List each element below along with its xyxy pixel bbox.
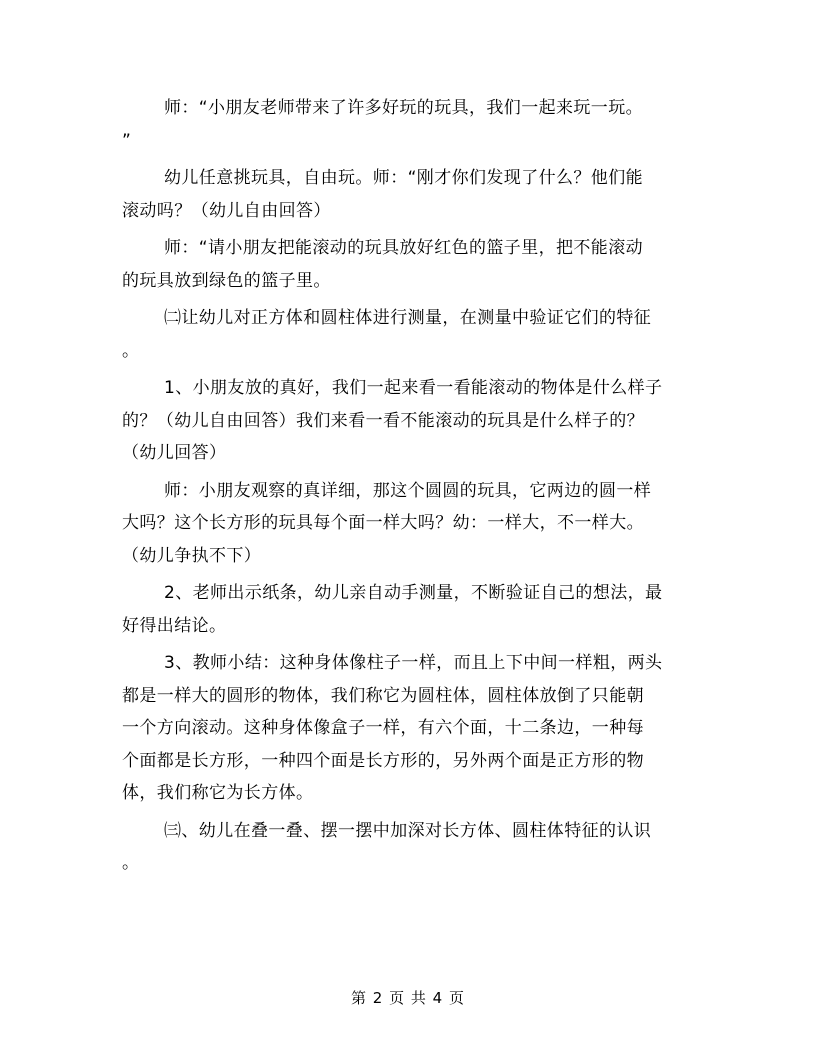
paragraph-line: 。 [122,340,140,361]
paragraph-line: 的玩具放到绿色的篮子里。 [122,270,331,291]
paragraph-line: 一个方向滚动。这种身体像盒子一样，有六个面，十二条边，一种每 [122,718,644,738]
page-number-text: 第 2 页 共 4 页 [351,989,465,1007]
paragraph [122,372,694,470]
paragraph-line: 3、教师小结：这种身体像柱子一样，而且上下中间一样粗，两头 [164,653,663,673]
paragraph-line: ㈢、幼儿在叠一叠、摆一摆中加深对长方体、圆柱体特征的认识 [164,820,652,841]
paragraph-line: 个面都是长方形，一种四个面是长方形的，另外两个面是正方形的物 [122,750,644,771]
paragraph [122,815,694,880]
paragraph-line: （幼儿争执不下） [122,545,262,566]
paragraph [122,92,694,157]
paragraph-line: 师：“请小朋友把能滚动的玩具放好红色的篮子里，把不能滚动 [164,238,644,258]
paragraph [122,232,694,297]
paragraph-line: 1、小朋友放的真好，我们一起来看一看能滚动的物体是什么样子 [164,378,663,398]
paragraph [122,162,694,227]
paragraph-line: 的？（幼儿自由回答）我们来看一看不能滚动的玩具是什么样子的？ [122,410,644,431]
paragraph-line: 体，我们称它为长方体。 [122,783,314,803]
paragraph-line: 都是一样大的圆形的物体，我们称它为圆柱体，圆柱体放倒了只能朝 [122,685,644,706]
paragraph-line: 2、老师出示纸条，幼儿亲自动手测量，不断验证自己的想法，最 [164,583,663,603]
paragraph-line: 。 [122,853,140,873]
paragraph [122,475,694,573]
paragraph-line: 大吗？这个长方形的玩具每个面一样大吗？幼：一样大，不一样大。 [122,513,644,533]
document-body [122,92,694,885]
paragraph-line: 师：“小朋友老师带来了许多好玩的玩具，我们一起来玩一玩。 [164,98,644,118]
paragraph-line: 师：小朋友观察的真详细，那这个圆圆的玩具，它两边的圆一样 [164,480,652,501]
paragraph-line: （幼儿回答） [122,443,227,463]
paragraph-line: ” [122,130,132,151]
paragraph-line: 滚动吗？（幼儿自由回答） [122,200,331,221]
paragraph [122,647,694,810]
paragraph [122,302,694,367]
paragraph [122,577,694,642]
paragraph-line: 好得出结论。 [122,615,227,636]
paragraph-line: 幼儿任意挑玩具，自由玩。师：“刚才你们发现了什么？他们能 [164,168,644,188]
page-footer [0,987,816,1008]
paragraph-line: ㈡让幼儿对正方体和圆柱体进行测量，在测量中验证它们的特征 [164,308,652,328]
